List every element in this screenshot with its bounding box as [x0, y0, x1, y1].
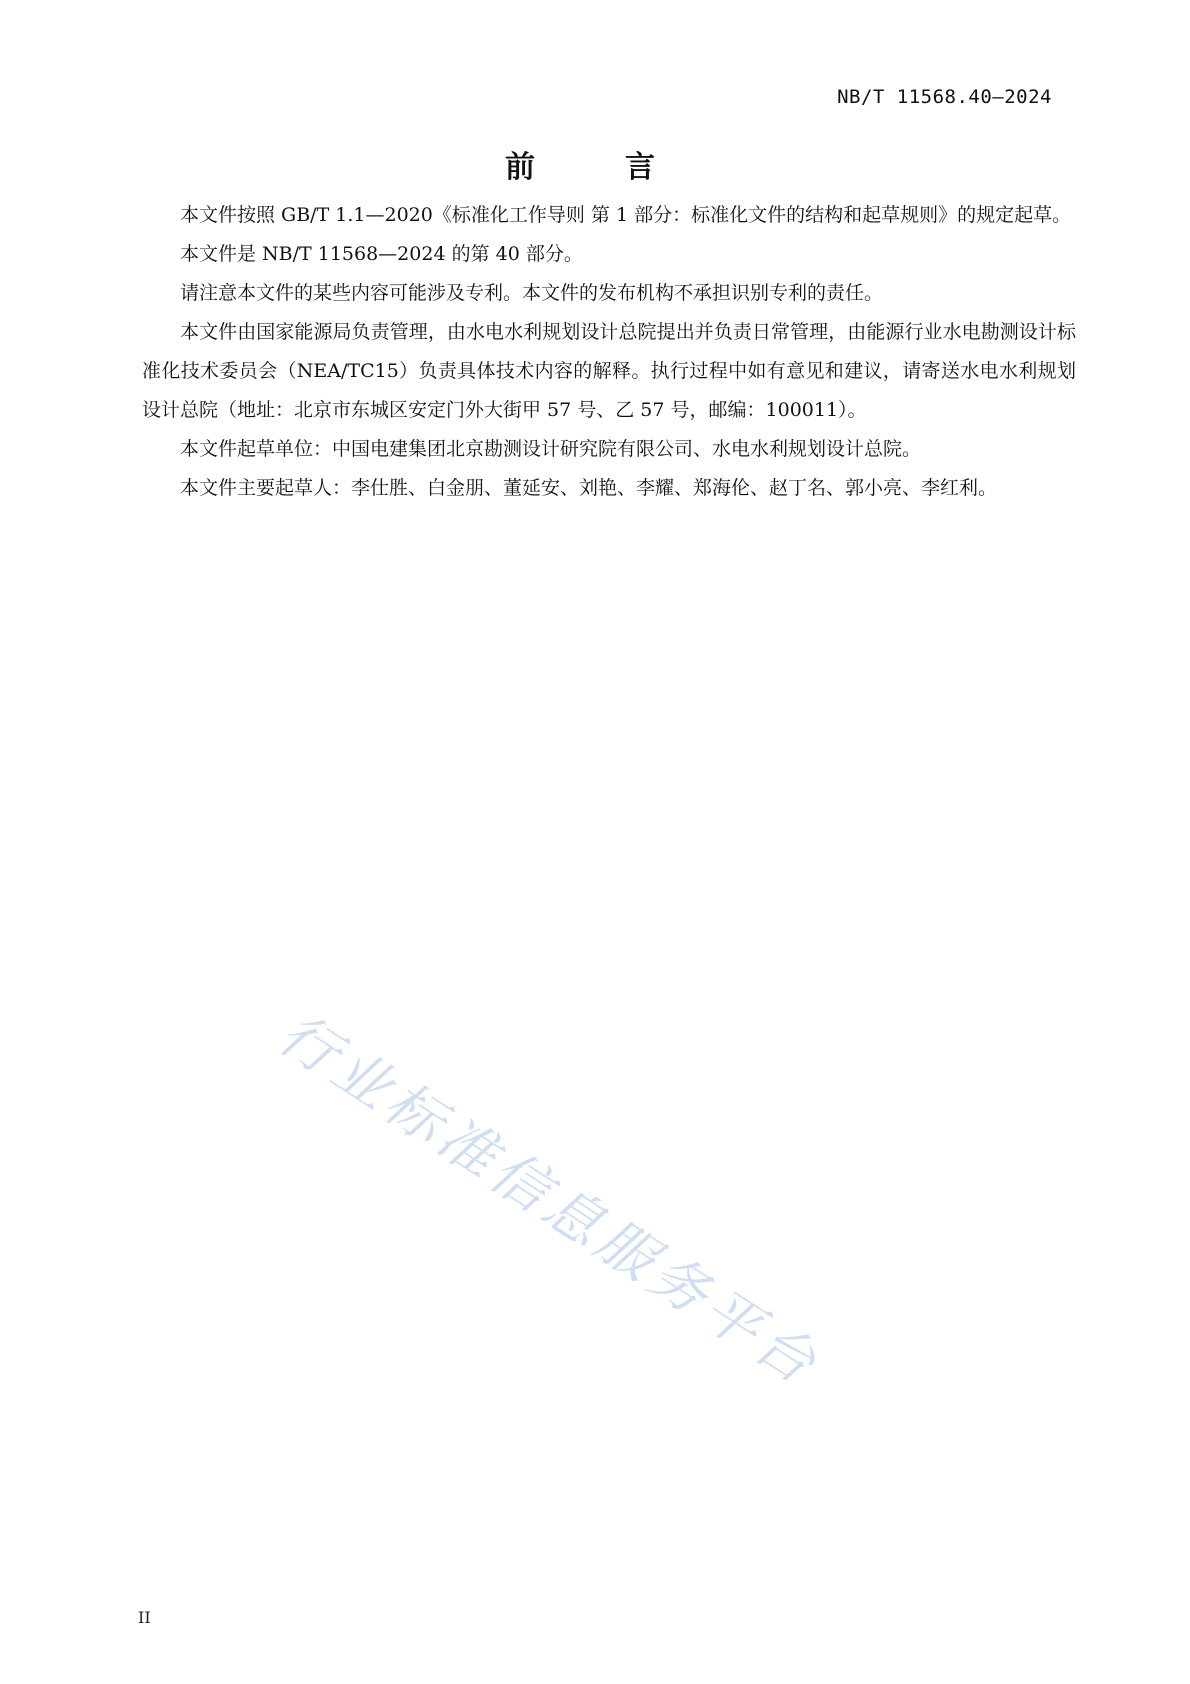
paragraph-drafting-units: 本文件起草单位：中国电建集团北京勘测设计研究院有限公司、水电水利规划设计总院。	[180, 438, 922, 460]
watermark: 行业标准信息服务平台	[266, 1000, 832, 1400]
page-title: 前 言	[505, 150, 685, 185]
paragraph-part-number: 本文件是 NB/T 11568—2024 的第 40 部分。	[180, 243, 583, 265]
paragraph-management: 本文件由国家能源局负责管理，由水电水利规划设计总院提出并负责日常管理，由能源行业水电勘测设计标准化技术委员会（NEA/TC15）负责具体技术内容的解释。执行过程中如有意见和建议，请寄送水电水利规划设计总院（地址：北京市东城区安定门外大街甲 57 号、乙 57 号，邮编：100011）。	[142, 321, 1076, 421]
paragraph-patent-notice: 请注意本文件的某些内容可能涉及专利。本文件的发布机构不承担识别专利的责任。	[180, 282, 884, 304]
document-code: NB/T 11568.40—2024	[837, 86, 1052, 108]
paragraph-drafting-rules: 本文件按照 GB/T 1.1—2020《标准化工作导则 第 1 部分：标准化文件的结构和起草规则》的规定起草。	[180, 204, 1072, 226]
body-text	[142, 196, 1076, 508]
paragraph-drafters: 本文件主要起草人：李仕胜、白金朋、董延安、刘艳、李耀、郑海伦、赵丁名、郭小亮、李红利。	[180, 477, 998, 499]
page-number: II	[138, 1608, 151, 1627]
